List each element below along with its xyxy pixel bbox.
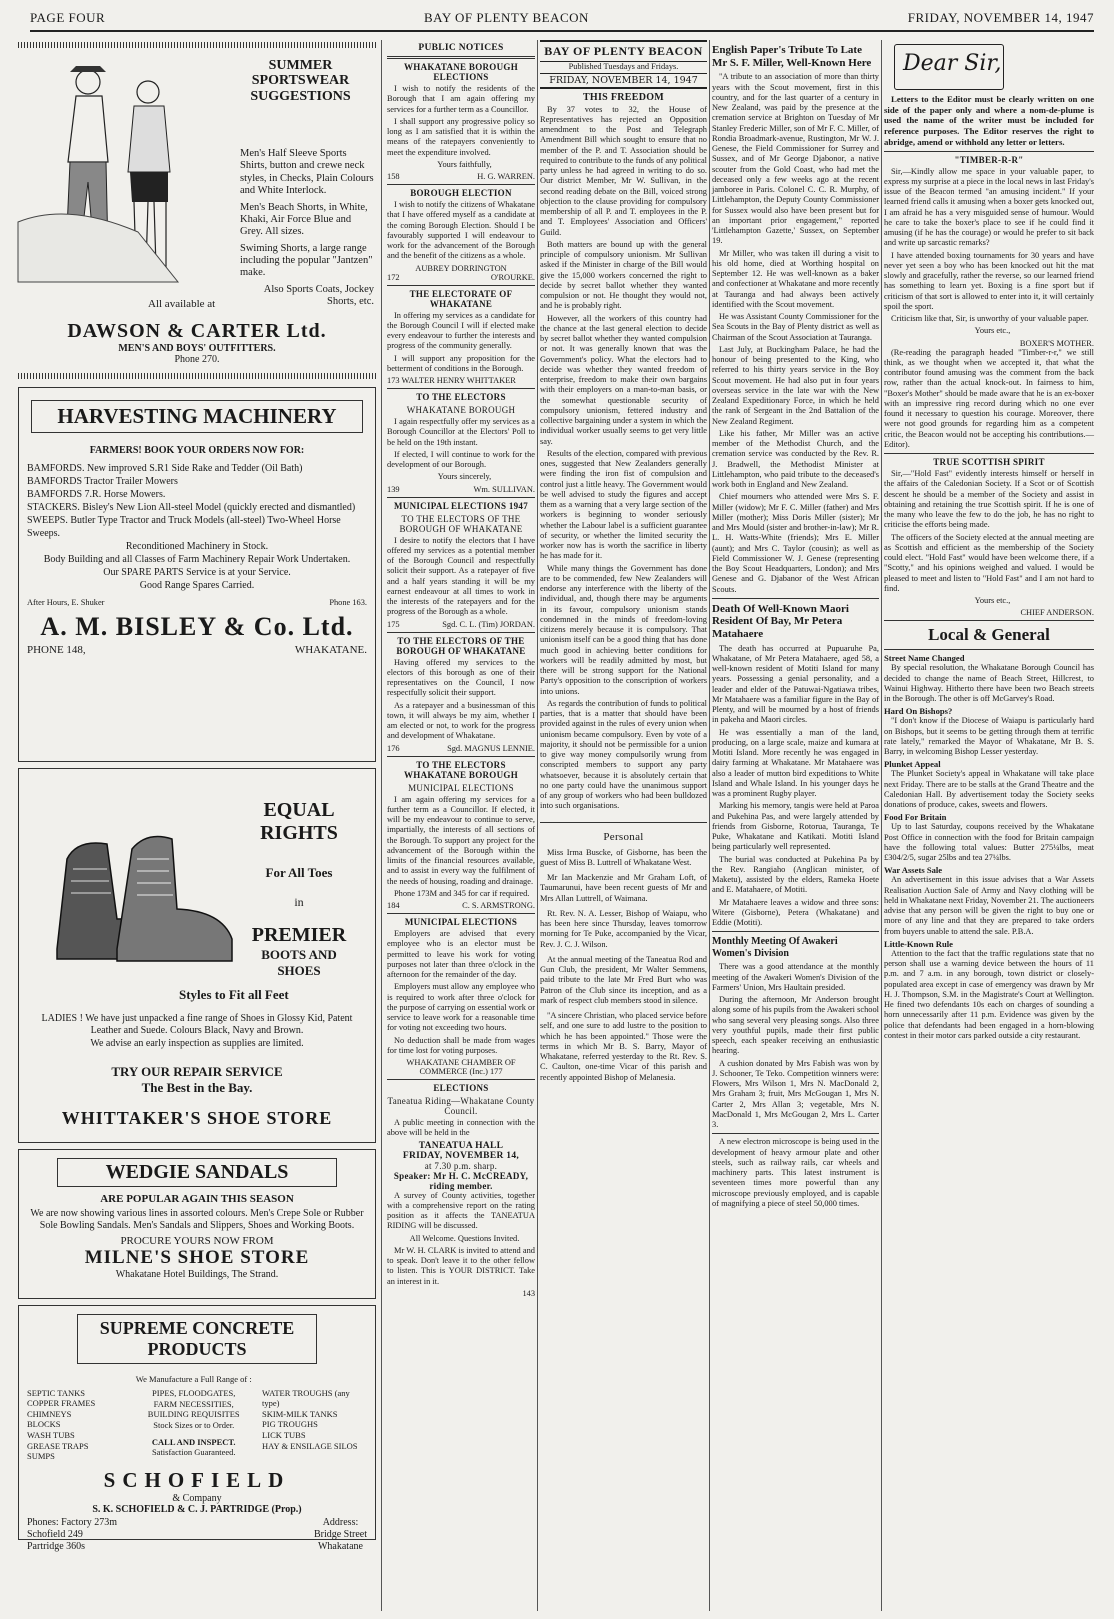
- letter-signature: BOXER'S MOTHER.: [1019, 338, 1094, 348]
- editorial-paper-name: BAY OF PLENTY BEACON: [540, 40, 707, 62]
- article-paragraph: He was Assistant County Commissioner for the Sea Scouts in the Bay of Plenty district as well as Chairman of the Scout Association at Tauranga.: [712, 312, 879, 342]
- notice-heading: BOROUGH ELECTION: [410, 188, 512, 198]
- schofield-props: S. K. SCHOFIELD & C. J. PARTRIDGE (Prop.): [92, 1503, 302, 1515]
- notice-heading: TO THE ELECTORS OF THE BOROUGH OF WHAKATANE: [399, 513, 523, 534]
- harvest-title: HARVESTING MACHINERY: [31, 400, 363, 433]
- ad-equal-rights-shoes: [18, 768, 376, 1143]
- local-general-head: Local & General: [928, 625, 1050, 645]
- ad-wedgie-sandals: [18, 1149, 376, 1299]
- personal-item: Miss Irma Buscke, of Gisborne, has been the guest of Miss B. Luttrell of Whakatane West.: [540, 847, 707, 867]
- issue-date: FRIDAY, NOVEMBER 14, 1947: [907, 10, 1094, 25]
- letters-intro: Letters to the Editor must be clearly written on one side of the paper only and where a nom-de-plume is used the name of the writer must be included for reference purposes. The Editor reserves the right to abridge, amend or withhold any letter or letters.: [884, 94, 1094, 147]
- notice-number: 143: [522, 1288, 535, 1298]
- harvest-line: BAMFORDS. New improved S.R1 Side Rake and Tedder (Oil Bath): [27, 462, 303, 474]
- notice-text: No deduction shall be made from wages for time lost for voting purposes.: [387, 1035, 535, 1055]
- letter-signature: CHIEF ANDERSON.: [1020, 608, 1094, 618]
- notice-signature: H. G. WARREN.: [477, 172, 535, 181]
- notice-heading: WHAKATANE BOROUGH ELECTIONS: [403, 62, 519, 82]
- dawson-carter-name: DAWSON & CARTER Ltd.: [67, 320, 327, 342]
- letter-paragraph: Criticism like that, Sir, is unworthy of your valuable paper.: [891, 314, 1089, 324]
- notice-signature: 173 WALTER HENRY WHITTAKER: [387, 376, 516, 385]
- local-item-heading: War Assets Sale: [884, 865, 943, 876]
- letter-heading: "TIMBER-R-R": [954, 154, 1024, 165]
- article-headline: Monthly Meeting Of Awakeri Women's Division: [712, 936, 838, 959]
- public-notices-column: [387, 40, 535, 1611]
- whittaker-name: WHITTAKER'S SHOE STORE: [61, 1107, 333, 1128]
- harvest-phone: Phone 163.: [329, 597, 367, 607]
- advertisements-column: [18, 40, 376, 1611]
- notice-text: Phone 173M and 345 for car if required.: [394, 888, 530, 898]
- notice-text: Having offered my services to the electors of this borough as one of their representatives on the Council, I now respectfully solicit their support.: [387, 657, 535, 698]
- concrete-products-c: WATER TROUGHS (any type) SKIM-MILK TANKS PIG TROUGHS LICK TUBS HAY & ENSILAGE SILOS: [262, 1387, 358, 1451]
- milne-name: MILNE'S SHOE STORE: [84, 1246, 310, 1268]
- editorial-paragraph: While many things the Government has done are to be commended, few New Zealanders will endorse any interference with the liberty of the individual, and, though there may be arguments in its favour, compulsory unionism stands condemned in the minds of freedom-loving citizens merely because it is compulsory. That unionism itself can be a good thing that has done much good in achieving better conditions for workers will be readily admitted by most, but there will be strong support for the National Party's opposition to the conscription of workers into unions.: [540, 563, 707, 696]
- milne-address: Whakatane Hotel Buildings, The Strand.: [115, 1268, 279, 1280]
- shoes-title-4: in: [294, 894, 304, 909]
- article-headline: Death Of Well-Known Maori Resident Of Bay, Mr Petera Matahaere: [712, 602, 849, 641]
- notice-text: Yours sincerely,: [437, 472, 492, 482]
- local-item-heading: Plunket Appeal: [884, 759, 941, 770]
- notice-time: at 7.30 p.m. sharp.: [424, 1160, 498, 1171]
- personal-item: At the annual meeting of the Taneatua Rod and Gun Club, the president, Mr Walter Semmens, paid tribute to the late Mr Fred Burt who was Patron of the Club since its inception, and as a mark of respect club members stood in silence.: [540, 954, 707, 1005]
- harvest-line: Our SPARE PARTS Service is at your Service.: [103, 566, 291, 578]
- wedgie-text: We are now showing various lines in assorted colours. Men's Crepe Sole or Rubber Sole Bowling Sandals. Men's Sandals and Slippers, Shoes and Working Boots.: [30, 1207, 364, 1231]
- notice-text: Employers are advised that every employee who is an elector must be permitted to leave his work for voting purposes not later than three o'clock in the afternoon for the remainder of the day.: [387, 929, 535, 979]
- schofield-address: Address: Bridge Street Whakatane: [313, 1516, 367, 1552]
- article-paragraph: Like his father, Mr Miller was an active member of the Methodist Church, and the cremation service was conducted by the Rev. R. J. Bradwell, the Methodist Minister at Littlehampton, who paid tribute to the deceased's work both in England and New Zealand.: [712, 428, 879, 490]
- local-item-text: Up to last Saturday, coupons received by the Whakatane Post Office in connection with the food for Britain campaign have the following total values: Butter 275¼lbs, meat £304/2/5, sugar 25lbs and tea 27¼lbs.: [884, 822, 1094, 863]
- letter-paragraph: Sir,—"Hold Fast" evidently interests himself or herself in the affairs of the Caledonian Society. If a Scot or of Scottish descent he should be a member of the Society and assist in obtaining and retaining the true Scottish spirit. If he is one of the many who leave the few to do the job, he has no right to criticise the efforts being made.: [884, 469, 1094, 530]
- notice-signature: WHAKATANE CHAMBER OF COMMERCE (Inc.) 177: [406, 1058, 516, 1076]
- notice-text: A public meeting in connection with the above will be held in the: [387, 1118, 535, 1138]
- notice-text: If elected, I will continue to work for the development of our Borough.: [387, 449, 535, 469]
- concrete-products-a: SEPTIC TANKS COPPER FRAMES CHIMNEYS BLOCKS WASH TUBS GREASE TRAPS SUMPS: [27, 1387, 96, 1462]
- notice-number: 172: [387, 272, 400, 282]
- local-item-text: An advertisement in this issue advises that a War Assets Realisation Auction Sale of Army and Navy clothing will be held in Whakatane next Friday, November 21. The auctioneers advise that any person will be given the right to buy one or more of any line and that they are prepared to take orders from buyers unable to attend the sale. P.B.A.: [884, 875, 1094, 936]
- dear-sir-logo: [894, 44, 1004, 90]
- notice-text: A survey of County activities, together with a comprehensive report on the rating position as it affects the TANEATUA RIDING will be discussed.: [387, 1190, 535, 1231]
- decorative-border: [18, 373, 376, 379]
- article-paragraph: "A tribute to an association of more than thirty years with the Scout movement, first in this country, and for the last quarter of a century in New Zealand, was paid by the presence at the cremation service at Brighton on Tuesday of Mr Stanley Frederic Miller, son of Mr F. C. Miller, of Rondia Broadmark-avenue, Rustington, Mr W. J. Genese, the Field Commissioner for Surrey and Sussex, and of Mr George Djabonor, a native scouter from the Gold Coast, who had met the deceased only a few weeks ago at the recent jamboree in Paris. Colonel C. C. R. Murphy, of Littlehampton, the Deputy County Commissioner for Sussex would also have been present but for an important prior engagement," reported 'Littlehampton Gazette,' Sussex, on September 19.: [712, 72, 879, 246]
- notice-number: 175: [387, 619, 400, 629]
- shoes-boots: BOOTS AND SHOES: [261, 946, 337, 978]
- notice-number: 139: [387, 484, 400, 494]
- harvest-line: BAMFORDS Tractor Trailer Mowers: [27, 475, 178, 487]
- letter-paragraph: Sir,—Kindly allow me space in your valuable paper, to express my surprise at a piece in the local news in last Friday's issue of the Beacon termed "an amusing incident." If your learned friend calls it amusing when a boxer gets knocked out, I am afraid he has a very misguided sense of humour. Would he care to take the boxer's place to see if he could find it amusing (if he has the courage) or would he prefer to sit back and write up sarcastic remarks?: [884, 166, 1094, 248]
- wedgie-title: WEDGIE SANDALS: [57, 1158, 337, 1187]
- notice-text: I again respectfully offer my services as a Borough Councillor at the Electors' Poll to be held on the 19th instant.: [387, 417, 535, 447]
- wedgie-procure: PROCURE YOURS NOW FROM: [120, 1234, 274, 1247]
- article-paragraph: Mr Miller, who was taken ill during a visit to his old home, died at Worthing hospital on September 12. He was well-known as a baker and confectioner at Whakatane and more recently at Tauranga and had always been actively identified with the Scout movement.: [712, 248, 879, 309]
- notice-heading: WHAKATANE BOROUGH: [406, 405, 516, 415]
- column-rule: [881, 40, 882, 1611]
- editor-note: (Re-reading the paragraph headed "Timber-r-r," we still think, as we thought when we accepted it, that what the contributor found amusing was the comment from the back row, rather than the actual knock-out. In fairness to him, "Boxer's Mother" should be made aware that he is an ex-boxer with an impressive ring record during which no one ever found it necessary to question his courage. Moreover, there were not good grounds for regarding him as a competent critic, the Beacon would not be accepting his contributions.—Editor).: [884, 347, 1094, 449]
- personal-item: Rt. Rev. N. A. Lesser, Bishop of Waiapu, who has been here since Thursday, leaves tomorrow morning for Te Puke, accompanied by the Vicar, Rev. J. C. J. Wilson.: [540, 908, 707, 949]
- ad-summer-sportswear: [18, 50, 376, 320]
- editorial-column: [540, 40, 707, 1611]
- shoes-title-1: EQUAL: [263, 798, 335, 821]
- notice-signature: Sgd. MAGNUS LENNIE.: [447, 743, 535, 753]
- article-paragraph: Last July, at Buckingham Palace, he had the honour of being presented to the King, who referred to his thirty years service in the Boy Scout movement. He had also put in four years overseas service in the late war with the New Zealand Expeditionary Force, in which he held the rank of Sergeant in the 2nd Battalion of the New Zealand Regiment.: [712, 344, 879, 426]
- notice-text: I desire to notify the electors that I have offered my services as a potential member of the Borough Council and respectfully solicit their support. As a ratepayer of five and a half years standing it will be my earnest endeavour at all times to work in the interests of the ratepayers and for the progress of the Borough as a whole.: [387, 535, 535, 617]
- news-column: [712, 40, 879, 1611]
- shoes-best: The Best in the Bay.: [141, 1080, 253, 1096]
- notice-heading: TO THE ELECTORS OF THE BOROUGH OF WHAKATANE: [396, 635, 526, 656]
- schofield-co: & Company: [172, 1492, 222, 1504]
- ad-summer-title-3: SUGGESTIONS: [250, 88, 351, 104]
- notice-signature: O'ROURKE.: [490, 272, 535, 282]
- notice-heading: MUNICIPAL ELECTIONS: [404, 917, 518, 927]
- article-headline: English Paper's Tribute To Late Mr S. F. Miller, Well-Known Here: [712, 44, 872, 69]
- shoes-title-3: For All Toes: [265, 864, 333, 880]
- notice-signature: Sgd. C. L. (Tim) JORDAN.: [442, 619, 535, 629]
- letter-signoff: Yours etc.,: [974, 326, 1011, 336]
- concrete-satisfaction: Satisfaction Guaranteed.: [151, 1447, 236, 1458]
- letter-paragraph: The officers of the Society elected at the annual meeting are as Scottish and efficient as the membership of the Society could elect. "Hold Fast" would have been welcome there, if a "Scotty," and his opinions weighed and valued. I would be pleased to meet and listen to "Hold Fast" and I am not hard to find.: [884, 532, 1094, 593]
- local-item-heading: Hard On Bishops?: [884, 706, 953, 717]
- shoes-premier: PREMIER: [251, 923, 347, 946]
- notice-heading: THE ELECTORATE OF WHAKATANE: [409, 288, 513, 309]
- letters-column: [884, 40, 1094, 1611]
- notice-text: I wish to notify the citizens of Whakatane that I have offered myself as a candidate at the coming Borough Election. Should I be favourably supported I will endeavour to work for the advancement of the Borough and the benefit of the citizens as a whole.: [387, 200, 535, 261]
- editorial-paragraph: Both matters are bound up with the general principle of compulsory unionism. Mr Sullivan asked if the Minister in charge of the Bill would give the 15,000 workers concerned the right to decide by secret ballot whether they wanted compulsion or not. He thought they would not, and he is probably right.: [540, 239, 707, 311]
- page-header: [30, 10, 1094, 32]
- editorial-date: FRIDAY, NOVEMBER 14, 1947: [540, 73, 707, 89]
- bisley-name: A. M. BISLEY & Co. Ltd.: [40, 612, 354, 641]
- ad-harvesting-machinery: [18, 387, 376, 762]
- shoes-advise: We advise an early inspection as supplies are limited.: [90, 1037, 304, 1049]
- personal-item: Mr Ian Mackenzie and Mr Graham Loft, of Taumarunui, have been recent guests of Mr and Mrs Allan Luttrell, of Waimana.: [540, 873, 707, 903]
- concrete-products-b: PIPES, FLOODGATES, FARM NECESSITIES, BUILDING REQUISITES Stock Sizes or to Order.: [147, 1388, 240, 1430]
- notice-number: 158: [387, 172, 400, 181]
- harvest-line: SWEEPS. Butler Type Tractor and Truck Models (all-steel) Two-Wheel Horse Sweeps.: [27, 514, 341, 539]
- concrete-title-1: SUPREME CONCRETE: [99, 1317, 295, 1338]
- ad-summer-title-2: SPORTSWEAR: [251, 73, 350, 89]
- concrete-call: CALL AND INSPECT.: [151, 1436, 236, 1447]
- editorial-head: THIS FREEDOM: [582, 91, 665, 103]
- local-item-text: The Plunket Society's appeal in Whakatane will take place next Friday. There are to be stalls at the Grand Theatre and the Caledonian Hall. By advertisement today the Society seeks donations of produce, cakes, sweets and flowers.: [884, 769, 1094, 810]
- article-paragraph: The burial was conducted at Pukehina Pa by the Rev. Rangiaho (Anglican minister, of Maketu), assisted by the elders, Rameka Hoete and E. Matahaere, of Motiti.: [712, 854, 879, 895]
- harvest-line: Good Range Spares Carried.: [139, 579, 255, 591]
- notice-text: I shall support any progressive policy so long as I am satisfied that it is within the means of the ratepayers conveniently to meet the expenditure involved.: [387, 116, 535, 157]
- harvest-sub: FARMERS! BOOK YOUR ORDERS NOW FOR:: [89, 444, 305, 456]
- local-item-text: By special resolution, the Whakatane Borough Council has decided to change the name of Beach Street, Hillcrest, to Wainui Highway. Hitherto there have been two Beach streets in the Borough. The other is off McGarvey's Road.: [884, 663, 1094, 704]
- letter-signoff: Yours etc.,: [974, 596, 1011, 606]
- notice-number: 176: [387, 743, 400, 753]
- ad-summer-title-1: SUMMER: [268, 58, 333, 73]
- notice-text: I will support any proposition for the betterment of conditions in the Borough.: [387, 353, 535, 373]
- schofield-name: SCHOFIELD: [103, 1467, 291, 1492]
- local-item-text: "I don't know if the Diocese of Waiapu is particularly hard on Bishops, but it seems to be getting through them at terrific rate lately," remarked the Mayor of Whakatane, Mr B. S. Barry, in welcoming Bishop Lesser yesterday.: [884, 716, 1094, 757]
- concrete-manufacture: We Manufacture a Full Range of :: [135, 1373, 252, 1384]
- boots-illustration: [37, 799, 237, 979]
- article-paragraph: He was essentially a man of the land, producing, on a large scale, maize and kumara at Motiti Island. More recently he was engaged in dairy farming at Whakatane. Mr Matahaere was also a leader of mutton bird expeditions to White Island and Whale Island. In his younger days he was a prominent Rugby player.: [712, 727, 879, 799]
- notice-heading: TO THE ELECTORS WHAKATANE BOROUGH: [403, 759, 519, 780]
- notice-text: I am again offering my services for a further term as a Councillor. If elected, it will be my endeavour to continue to serve, impartially, the interests of all sections of the Borough. To support any project for the advancement of the Borough within the limits of the financial resources available, and to assist in every way the fulfilment of the needs of housing, roading and drainage.: [387, 794, 535, 886]
- notice-text: Employers must allow any employee who is required to work after three o'clock for the purpose of carrying on essential work or service to leave work for a reasonable time for voting not exceeding two hours.: [387, 982, 535, 1033]
- notice-number: 184: [387, 901, 400, 910]
- harvest-line: STACKERS. Bisley's New Lion All-steel Model (quickly erected and dismantled): [27, 501, 356, 513]
- notice-venue: TANEATUA HALL: [418, 1140, 504, 1151]
- notices-head: PUBLIC NOTICES: [418, 43, 504, 53]
- notice-heading: Taneatua Riding—Whakatane County Council.: [387, 1096, 535, 1116]
- shoes-repair: TRY OUR REPAIR SERVICE: [111, 1064, 283, 1079]
- ad-summer-beach-shorts: Men's Beach Shorts, in White, Khaki, Air Force Blue and Grey. All sizes.: [240, 201, 368, 238]
- notice-heading: ELECTIONS: [433, 1083, 489, 1093]
- editorial-paragraph: Results of the election, compared with previous ones, suggested that New Zealanders generally were finding the iron fist of compulsion and control just a little heavy. The Government would be well advised to study the figures and accept them as a warning that a very large section of the workers is beginning to wonder seriously whether the Labour label is a sufficient guarantee of security, or whether the limited security the worker now has is worth the sacrifice in liberty he has made for it.: [540, 448, 707, 561]
- wedgie-sub: ARE POPULAR AGAIN THIS SEASON: [100, 1192, 294, 1205]
- notice-text: All Welcome. Questions Invited.: [409, 1233, 520, 1243]
- editorial-paragraph: As regards the contribution of funds to political parties, that is a matter that should have been provided against in the rules of every union when unionism became compulsory. Even by vote of a majority, it should not be permissible for a union to give way money compulsorily wrung from conscripted members to support any party whatsoever, because it is absolutely certain that no one party could have the unanimous support of any group of workers who had been bulldozed into such organisations.: [540, 698, 707, 811]
- article-paragraph: Chief mourners who attended were Mrs S. F. Miller (widow); Mr F. C. Miller (father) and Mrs Miller (mother); Miss Doris Miller (sister); Mr and Mrs Mould (sister and brother-in-law); Mr R. L. H. Watts-White (friends); Mrs E. Miller (aunt); and Mrs C. Taylor (cousin); as well as Field Commissioner W. J. Genese (representing the Boy Scout Headquarters, London); and Mrs Genese and G. Djabanor of the West African Scouts.: [712, 492, 879, 594]
- harvest-line: Reconditioned Machinery in Stock.: [125, 540, 269, 552]
- dawson-carter-phone: Phone 270.: [174, 354, 220, 365]
- article-paragraph: A new electron microscope is being used in the development of heavy armour plate and other steels, such as railway rails, car wheels and machinery parts. This latest instrument is seventeen times more powerful than any microscope previously employed, and is capable of magnifying a piece of steel 50,000 times.: [712, 1137, 879, 1208]
- notice-heading: TO THE ELECTORS: [416, 392, 506, 402]
- paper-name: BAY OF PLENTY BEACON: [424, 10, 589, 25]
- page-number: PAGE FOUR: [30, 10, 106, 25]
- decorative-border: [18, 42, 376, 48]
- notice-text: In offering my services as a candidate for the Borough Council I will if elected make every endeavour to further the interests and progress of the community generally.: [387, 310, 535, 351]
- dawson-carter-tag: MEN'S AND BOYS' OUTFITTERS.: [118, 343, 276, 354]
- notice-text: I wish to notify the residents of the Borough that I am again offering my services for a further term as a Councillor.: [387, 84, 535, 114]
- notice-signature: C. S. ARMSTRONG.: [462, 901, 535, 910]
- notice-date: FRIDAY, NOVEMBER 14,: [402, 1150, 520, 1161]
- local-item-heading: Little-Known Rule: [884, 938, 953, 949]
- editorial-published: Published Tuesdays and Fridays.: [568, 62, 679, 71]
- personal-item: "A sincere Christian, who placed service before self, and one sure to add lustre to the position to which he has been appointed." Those were the terms in which Mr B. S. Barry, Mayor of Whakatane, referred yesterday to the Rt. Rev. S. C. Caulton, one-time Vicar of this parish and recently appointed Bishop of Melanesia.: [540, 1011, 707, 1082]
- local-item-heading: Street Name Changed: [884, 653, 965, 664]
- editorial-paragraph: By 37 votes to 32, the House of Representatives has rejected an Opposition amendment to the Post and Telegraph Amendment Bill which sought to ensure that no member of the P. and T. Association should be required to contribute to the funds of any political party unless he had agreed in writing to do so. Our district Member, Mr W. Sullivan, in the second reading debate on the Bill, voiced strong objection to the clause providing for compulsory membership of all P. and T. employees in the P. and T. Employees' Association and Officers' Guild.: [540, 104, 707, 237]
- concrete-title-2: PRODUCTS: [147, 1338, 247, 1359]
- article-paragraph: Marking his memory, tangis were held at Paroa and Pukehina Pas, and were largely attended by friends from Gisborne, Rotorua, Tauranga, Te Puke, Whakatane and Katikati. Motiti Island being particularly well represented.: [712, 801, 879, 852]
- notice-heading: MUNICIPAL ELECTIONS: [408, 782, 514, 793]
- column-rule: [537, 40, 538, 1611]
- notice-text: As a ratepayer and a businessman of this town, it will always be my aim, whether I am elected or not, to work for the progress and development of Whakatane.: [387, 700, 535, 741]
- local-item-text: Attention to the fact that the traffic regulations state that no person shall use a warning device between the hours of 11 p.m. and 7 a.m. in any borough, town district or closely-populated area except in case of emergency was drawn by Mr H. J. Thompson, S.M. in the Magistrate's Court at Wellington. He fined two defendants 10s each on charges of sounding a horn unnecessarily after 11 p.m. Evidence was given by the police that defendants had been engaged in a horn-blowing contest in their motor cars parked outside a city restaurant.: [884, 948, 1094, 1040]
- ad-summer-available: All available at: [148, 298, 216, 310]
- personal-head: Personal: [603, 830, 644, 843]
- column-rule: [381, 40, 382, 1611]
- letter-paragraph: I have attended boxing tournaments for 30 years and have never yet seen a boy who has been knocked out hit the mat slowly and gracefully, rather the reverse, so our learned friend has something to learn yet. Boxing is a fine sport but if criticism of that sort is allowed to enter into it, it will certainly spoil the sport.: [884, 250, 1094, 311]
- letter-heading: TRUE SCOTTISH SPIRIT: [933, 457, 1045, 468]
- notice-signature: Wm. SULLIVAN.: [473, 484, 535, 494]
- article-paragraph: A cushion donated by Mrs Fabish was won by J. Schooner, Te Teko. Competition winners were: Flowers, Mrs Wilson 1, Mrs N. MacDonald 2, Mrs Graham 3; fruit, Mrs McGougan 1, Mrs N. Carter 2, Mrs Allan 3; vegetable, Mrs N. MacDonald 1, Mrs McGougan 2, Mrs L. Carter 3.: [712, 1058, 879, 1130]
- editorial-paragraph: However, all the workers of this country had the chance at the last general election to decide by secret ballot whether they wanted compulsion or not. It was generally known that was the Government's policy. What the electors had to decide was whether they wanted freedom of enterprise, freedom to make their own bargains with their employers on a man-to-man basis, or the somewhat questionable security of compulsory unionism, fettered industry and collective bargaining under a system in which the individual worker usually seems to get very little say.: [540, 313, 707, 446]
- dear-sir-lettering: Dear Sir,: [903, 51, 1002, 76]
- article-paragraph: During the afternoon, Mr Anderson brought along some of his pupils from the Awakeri school who sang several very pleasing songs. Also three very youthful pupils, made their first public speech, each speaker receiving an enthusiastic hearing.: [712, 995, 879, 1056]
- notice-text: Yours faithfully,: [437, 159, 492, 169]
- schofield-phones: Phones: Factory 273m Schofield 249 Partridge 360s: [27, 1516, 117, 1552]
- harvest-line: Body Building and all Classes of Farm Machinery Repair Work Undertaken.: [43, 553, 351, 565]
- article-paragraph: There was a good attendance at the monthly meeting of the Awakeri Women's Division of the Farmers' Union, Mrs Haultain presided.: [712, 962, 879, 992]
- bisley-phone: PHONE 148,: [27, 644, 86, 656]
- shoes-ladies: LADIES ! We have just unpacked a fine range of Shoes in Glossy Kid, Patent Leather and Suede. Colours Black, Navy and Brown.: [41, 1012, 353, 1036]
- notice-speaker: Speaker: Mr H. C. McCREADY, riding member.: [393, 1170, 529, 1191]
- notice-heading: MUNICIPAL ELECTIONS 1947: [393, 500, 529, 511]
- article-paragraph: Mr Matahaere leaves a widow and three sons: Witere (Gisborne), Petera (Whakatane) and Eddie (Motiti).: [712, 897, 879, 928]
- sportsmen-illustration: [18, 52, 218, 292]
- notice-text: Mr W. H. CLARK is invited to attend and to speak. Don't leave it to the other fellow to listen. This is YOUR DISTRICT. Take an interest in it.: [387, 1245, 535, 1286]
- harvest-after-hours: After Hours, E. Shuker: [27, 597, 105, 607]
- column-rule: [709, 40, 710, 1611]
- local-item-heading: Food For Britain: [884, 812, 947, 823]
- article-paragraph: The death has occurred at Pupuaruhe Pa, Whakatane, of Mr Petera Matahaere, aged 58, a well-known resident of Motiti Island for many years. Possessing a genial personality, and a leader and elder of the Patuwai-Ngatiawa tribes, Mr Matahaere was a familiar figure in the Bay of Plenty, and will be mourned by a host of friends in pakeha and Maori circles.: [712, 643, 879, 725]
- ad-summer-swim-shorts: Swiming Shorts, a large range including the popular "Jantzen" make.: [240, 242, 373, 279]
- shoes-title-2: RIGHTS: [260, 821, 338, 844]
- ad-summer-shirts: Men's Half Sleeve Sports Shirts, button and crewe neck styles, in Checks, Plain Colours and White Interlock.: [240, 148, 374, 197]
- bisley-town: WHAKATANE.: [294, 644, 367, 656]
- notice-signature: AUBREY DORRINGTON: [415, 263, 507, 273]
- harvest-line: BAMFORDS 7.R. Horse Mowers.: [27, 488, 166, 500]
- ad-summer-coats: Also Sports Coats, Jockey Shorts, etc.: [263, 283, 374, 308]
- ad-supreme-concrete: [18, 1305, 376, 1552]
- shoes-styles: Styles to Fit all Feet: [179, 986, 289, 1002]
